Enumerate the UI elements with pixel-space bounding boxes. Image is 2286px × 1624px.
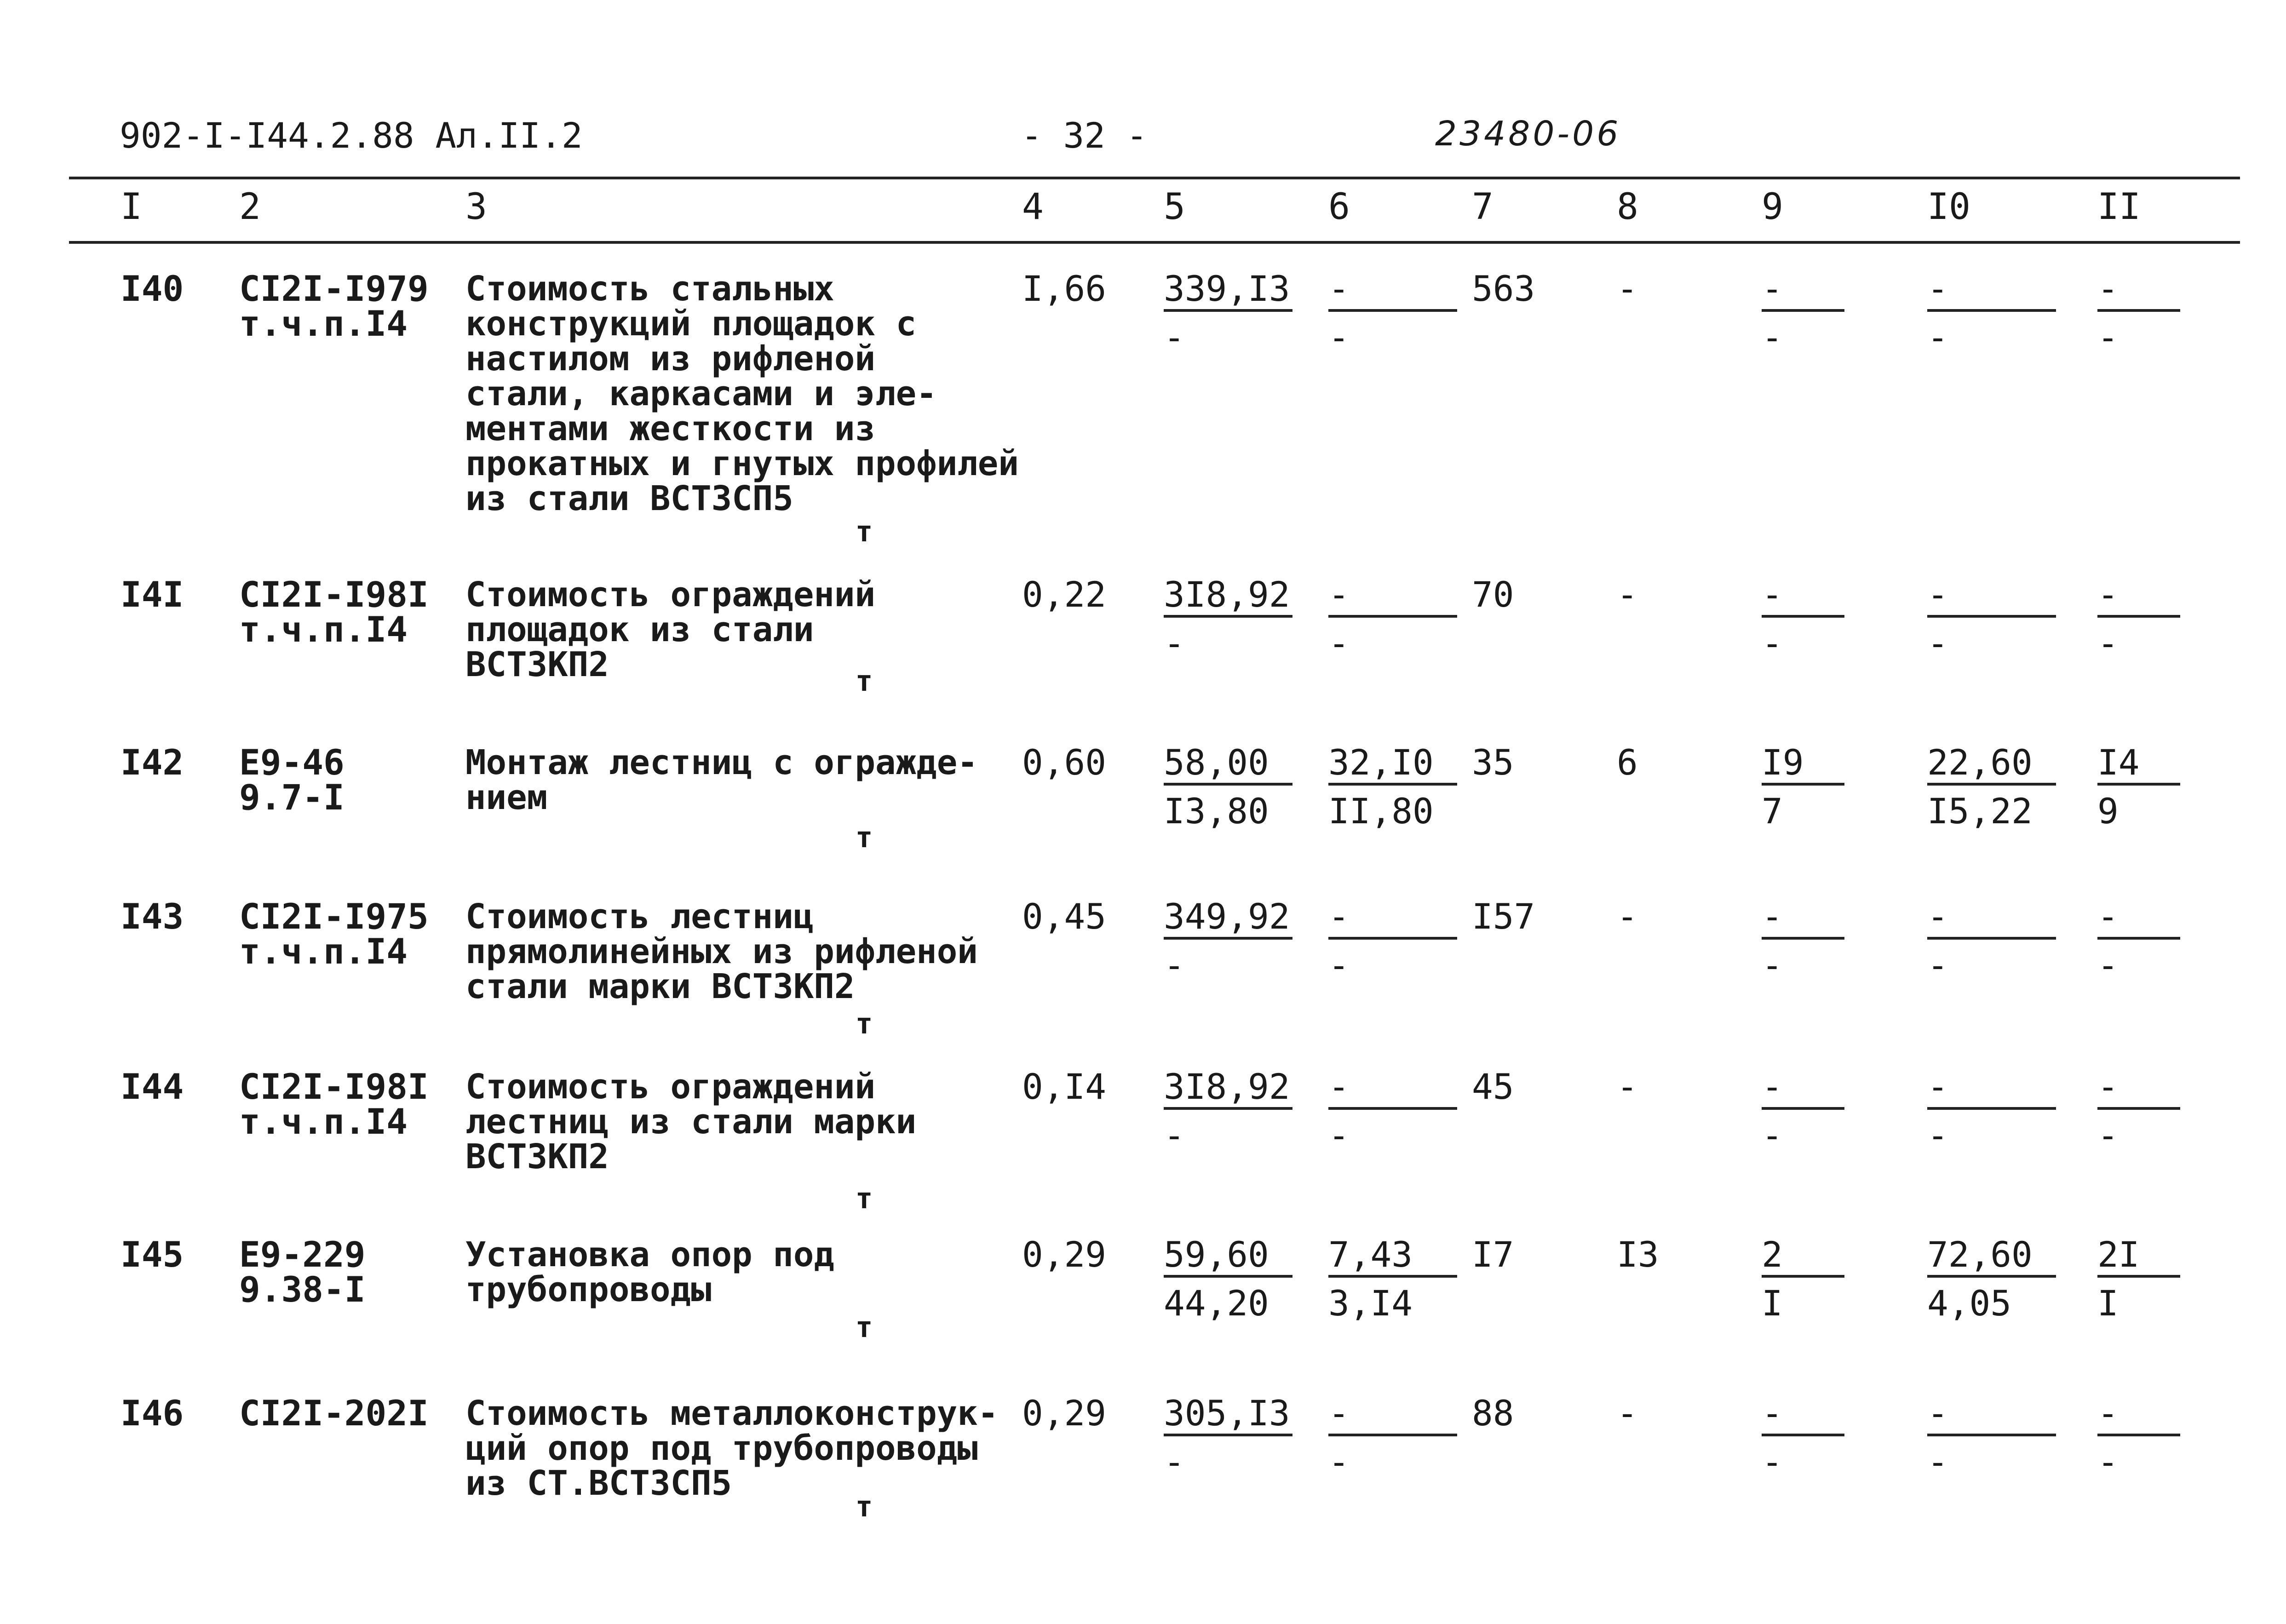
unit-cost-denominator: - bbox=[1164, 1441, 1185, 1482]
quantity: 0,60 bbox=[1022, 742, 1107, 783]
labor-per-unit-numerator: - bbox=[1927, 577, 2056, 618]
quantity: I,66 bbox=[1022, 268, 1107, 309]
operation-cost bbox=[1328, 1234, 1457, 1324]
unit-of-measure: т bbox=[856, 664, 873, 698]
unit-cost-denominator: 44,20 bbox=[1164, 1283, 1269, 1324]
column-header: 9 bbox=[1762, 186, 1783, 228]
operation-total: - bbox=[1617, 268, 1638, 309]
labor-total-numerator: I4 bbox=[2097, 745, 2180, 786]
rate-code: СI2I-I975 т.ч.п.I4 bbox=[239, 896, 429, 972]
labor-total-denominator: - bbox=[2097, 623, 2119, 664]
unit-cost bbox=[1164, 574, 1292, 664]
wage-total bbox=[1762, 1234, 1844, 1324]
total-cost: 563 bbox=[1472, 268, 1535, 309]
labor-per-unit-numerator: - bbox=[1927, 899, 2056, 940]
rate-code: Е9-46 9.7-I bbox=[239, 742, 345, 818]
wage-total-numerator: - bbox=[1762, 271, 1844, 312]
total-cost: 45 bbox=[1472, 1066, 1514, 1107]
unit-of-measure: т bbox=[856, 515, 873, 548]
unit-cost-numerator: 339,I3 bbox=[1164, 271, 1292, 312]
operation-cost-numerator: 7,43 bbox=[1328, 1237, 1457, 1278]
work-description: Стоимость ограждений лестниц из стали марки ВСТ3КП2 bbox=[465, 1067, 917, 1176]
labor-per-unit-numerator: - bbox=[1927, 1069, 2056, 1110]
unit-cost-denominator: - bbox=[1164, 317, 1185, 358]
wage-total bbox=[1762, 268, 1844, 358]
row-number: I45 bbox=[121, 1234, 184, 1275]
rate-code: СI2I-I98I т.ч.п.I4 bbox=[239, 1066, 429, 1142]
work-description: Монтаж лестниц с огражде- нием bbox=[465, 743, 978, 817]
labor-total-denominator: - bbox=[2097, 945, 2119, 986]
wage-total bbox=[1762, 742, 1844, 832]
operation-cost-numerator: - bbox=[1328, 1069, 1457, 1110]
unit-cost-numerator: 58,00 bbox=[1164, 745, 1292, 786]
column-header: 8 bbox=[1617, 186, 1638, 228]
column-header: 6 bbox=[1328, 186, 1350, 228]
column-header: 3 bbox=[465, 186, 487, 228]
wage-total bbox=[1762, 574, 1844, 664]
quantity: 0,I4 bbox=[1022, 1066, 1107, 1107]
work-description: Установка опор под трубопроводы bbox=[465, 1235, 834, 1309]
operation-cost-denominator: - bbox=[1328, 1115, 1350, 1156]
column-header: I bbox=[121, 186, 142, 228]
wage-total bbox=[1762, 1393, 1844, 1482]
column-header: 4 bbox=[1022, 186, 1044, 228]
wage-total-numerator: - bbox=[1762, 577, 1844, 618]
unit-cost bbox=[1164, 1393, 1292, 1482]
operation-cost bbox=[1328, 742, 1457, 832]
operation-cost-numerator: - bbox=[1328, 577, 1457, 618]
unit-cost bbox=[1164, 1066, 1292, 1156]
operation-cost bbox=[1328, 1393, 1457, 1482]
wage-total bbox=[1762, 896, 1844, 986]
wage-total-denominator: - bbox=[1762, 317, 1783, 358]
work-description: Стоимость стальных конструкций площадок с настилом из рифленой стали, каркасами и эле- ментами жесткости из прокатных и гнутых профилей из стали ВСТ3СП5 bbox=[465, 269, 1019, 518]
labor-per-unit-denominator: - bbox=[1927, 1441, 1948, 1482]
rate-code: СI2I-I98I т.ч.п.I4 bbox=[239, 574, 429, 650]
labor-total-denominator: - bbox=[2097, 317, 2119, 358]
operation-cost bbox=[1328, 268, 1457, 358]
operation-cost-denominator: - bbox=[1328, 945, 1350, 986]
quantity: 0,45 bbox=[1022, 896, 1107, 937]
labor-total-numerator: 2I bbox=[2097, 1237, 2180, 1278]
unit-cost-denominator: - bbox=[1164, 1115, 1185, 1156]
total-cost: 88 bbox=[1472, 1393, 1514, 1434]
labor-per-unit-denominator: - bbox=[1927, 945, 1948, 986]
labor-total-numerator: - bbox=[2097, 1396, 2180, 1436]
quantity: 0,29 bbox=[1022, 1393, 1107, 1434]
labor-total bbox=[2097, 1234, 2180, 1324]
quantity: 0,29 bbox=[1022, 1234, 1107, 1275]
unit-cost-numerator: 3I8,92 bbox=[1164, 1069, 1292, 1110]
wage-total-denominator: 7 bbox=[1762, 791, 1783, 832]
document-code: 902-I-I44.2.88 Ал.II.2 bbox=[120, 115, 583, 156]
column-header: 7 bbox=[1472, 186, 1493, 228]
row-number: I4I bbox=[121, 574, 184, 615]
labor-per-unit bbox=[1927, 574, 2056, 664]
operation-cost bbox=[1328, 574, 1457, 664]
wage-total-denominator: - bbox=[1762, 1441, 1783, 1482]
rate-code: СI2I-I979 т.ч.п.I4 bbox=[239, 268, 429, 344]
operation-total: - bbox=[1617, 1066, 1638, 1107]
wage-total-numerator: - bbox=[1762, 899, 1844, 940]
unit-cost-denominator: - bbox=[1164, 623, 1185, 664]
wage-total-denominator: I bbox=[1762, 1283, 1783, 1324]
row-number: I40 bbox=[121, 268, 184, 309]
unit-cost-numerator: 3I8,92 bbox=[1164, 577, 1292, 618]
operation-cost-denominator: - bbox=[1328, 1441, 1350, 1482]
labor-per-unit bbox=[1927, 1393, 2056, 1482]
operation-cost-denominator: - bbox=[1328, 623, 1350, 664]
total-cost: I57 bbox=[1472, 896, 1535, 937]
column-header: II bbox=[2097, 186, 2141, 228]
operation-cost bbox=[1328, 896, 1457, 986]
wage-total-numerator: - bbox=[1762, 1069, 1844, 1110]
unit-of-measure: т bbox=[856, 1182, 873, 1215]
labor-total-numerator: - bbox=[2097, 271, 2180, 312]
page-number: - 32 - bbox=[1021, 115, 1148, 156]
labor-per-unit bbox=[1927, 896, 2056, 986]
operation-cost-numerator: - bbox=[1328, 1396, 1457, 1436]
labor-total-numerator: - bbox=[2097, 899, 2180, 940]
wage-total-numerator: I9 bbox=[1762, 745, 1844, 786]
operation-cost-denominator: - bbox=[1328, 317, 1350, 358]
row-number: I43 bbox=[121, 896, 184, 937]
operation-total: - bbox=[1617, 1393, 1638, 1434]
quantity: 0,22 bbox=[1022, 574, 1107, 615]
unit-cost-numerator: 349,92 bbox=[1164, 899, 1292, 940]
labor-per-unit-denominator: - bbox=[1927, 317, 1948, 358]
labor-total bbox=[2097, 574, 2180, 664]
column-header: 2 bbox=[239, 186, 261, 228]
labor-per-unit-denominator: - bbox=[1927, 623, 1948, 664]
unit-of-measure: т bbox=[856, 1490, 873, 1523]
labor-total-denominator: - bbox=[2097, 1115, 2119, 1156]
rate-code: СI2I-202I bbox=[239, 1393, 429, 1434]
labor-total-denominator: - bbox=[2097, 1441, 2119, 1482]
labor-total bbox=[2097, 742, 2180, 832]
labor-total bbox=[2097, 896, 2180, 986]
wage-total-numerator: - bbox=[1762, 1396, 1844, 1436]
labor-total-denominator: I bbox=[2097, 1283, 2119, 1324]
wage-total-denominator: - bbox=[1762, 945, 1783, 986]
labor-per-unit-numerator: 72,60 bbox=[1927, 1237, 2056, 1278]
operation-cost-denominator: II,80 bbox=[1328, 791, 1434, 832]
labor-per-unit bbox=[1927, 742, 2056, 832]
operation-cost-numerator: 32,I0 bbox=[1328, 745, 1457, 786]
labor-per-unit-denominator: 4,05 bbox=[1927, 1283, 2012, 1324]
labor-total-numerator: - bbox=[2097, 1069, 2180, 1110]
operation-cost bbox=[1328, 1066, 1457, 1156]
labor-total-numerator: - bbox=[2097, 577, 2180, 618]
rate-code: Е9-229 9.38-I bbox=[239, 1234, 366, 1310]
labor-per-unit-denominator: - bbox=[1927, 1115, 1948, 1156]
labor-per-unit bbox=[1927, 1234, 2056, 1324]
wage-total-denominator: - bbox=[1762, 623, 1783, 664]
unit-cost-denominator: I3,80 bbox=[1164, 791, 1269, 832]
labor-total bbox=[2097, 268, 2180, 358]
work-description: Стоимость лестниц прямолинейных из рифленой стали марки ВСТ3КП2 bbox=[465, 897, 978, 1006]
labor-per-unit bbox=[1927, 1066, 2056, 1156]
total-cost: 70 bbox=[1472, 574, 1514, 615]
row-number: I44 bbox=[121, 1066, 184, 1107]
wage-total-numerator: 2 bbox=[1762, 1237, 1844, 1278]
unit-of-measure: т bbox=[856, 1007, 873, 1040]
unit-cost bbox=[1164, 742, 1292, 832]
labor-total-denominator: 9 bbox=[2097, 791, 2119, 832]
column-header: I0 bbox=[1927, 186, 1970, 228]
unit-cost-numerator: 305,I3 bbox=[1164, 1396, 1292, 1436]
operation-total: 6 bbox=[1617, 742, 1638, 783]
operation-total: - bbox=[1617, 574, 1638, 615]
operation-cost-numerator: - bbox=[1328, 899, 1457, 940]
unit-cost bbox=[1164, 896, 1292, 986]
row-number: I46 bbox=[121, 1393, 184, 1434]
unit-of-measure: т bbox=[856, 821, 873, 854]
wage-total-denominator: - bbox=[1762, 1115, 1783, 1156]
labor-per-unit-denominator: I5,22 bbox=[1927, 791, 2033, 832]
operation-total: - bbox=[1617, 896, 1638, 937]
labor-total bbox=[2097, 1066, 2180, 1156]
row-number: I42 bbox=[121, 742, 184, 783]
operation-cost-numerator: - bbox=[1328, 271, 1457, 312]
unit-cost-numerator: 59,60 bbox=[1164, 1237, 1292, 1278]
table-header-rule bbox=[69, 241, 2240, 244]
total-cost: 35 bbox=[1472, 742, 1514, 783]
column-header: 5 bbox=[1164, 186, 1185, 228]
operation-cost-denominator: 3,I4 bbox=[1328, 1283, 1413, 1324]
total-cost: I7 bbox=[1472, 1234, 1514, 1275]
unit-cost bbox=[1164, 1234, 1292, 1324]
labor-per-unit-numerator: 22,60 bbox=[1927, 745, 2056, 786]
sheet-code: 23480-06 bbox=[1435, 114, 1621, 154]
labor-per-unit-numerator: - bbox=[1927, 1396, 2056, 1436]
table-top-rule bbox=[69, 177, 2240, 179]
labor-per-unit-numerator: - bbox=[1927, 271, 2056, 312]
work-description: Стоимость металлоконструк- ций опор под трубопроводы из СТ.ВСТ3СП5 bbox=[465, 1394, 999, 1503]
work-description: Стоимость ограждений площадок из стали ВСТ3КП2 bbox=[465, 575, 876, 684]
operation-total: I3 bbox=[1617, 1234, 1659, 1275]
unit-cost bbox=[1164, 268, 1292, 358]
labor-per-unit bbox=[1927, 268, 2056, 358]
unit-cost-denominator: - bbox=[1164, 945, 1185, 986]
unit-of-measure: т bbox=[856, 1310, 873, 1344]
labor-total bbox=[2097, 1393, 2180, 1482]
wage-total bbox=[1762, 1066, 1844, 1156]
